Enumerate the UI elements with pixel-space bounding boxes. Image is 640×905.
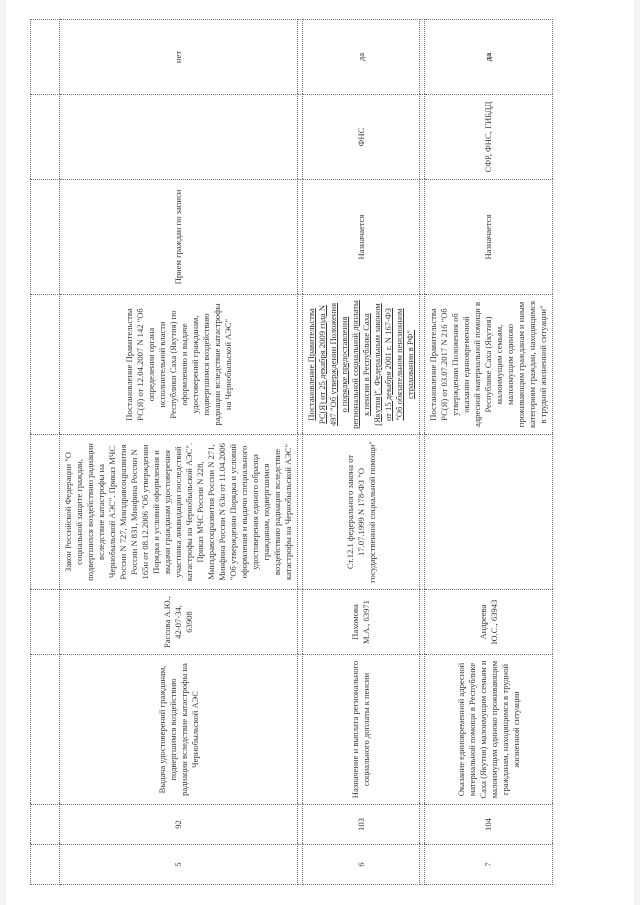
agency xyxy=(60,95,298,180)
service-name: Оказание единовременной адресной материальной помощи в Республике Саха (Якутия) малоимущим семьям и малоимущим одиноко проживающим гражданам, находящимся в трудной жизненной ситуации xyxy=(425,655,553,805)
agency: ФНС xyxy=(303,95,420,180)
responsible-contact: Пахомова М.А., 63971 xyxy=(303,590,420,655)
rotated-table-container xyxy=(30,20,548,885)
agency: СФР, ФНС, ГИБДД xyxy=(425,95,553,180)
regional-basis: Постановление Правительства РС(Я) от 25 декабря 2009 года N 497 "Об утверждении Положения о порядке предоставления региональной социальной доплаты к пенсии в Республике Саха (Якутия)". Федеральным законом от 15 декабря 2001 г. N 167-ФЗ "Об обязательном пенсионном страховании в РФ" xyxy=(303,295,420,435)
interaction-mode: Назначается xyxy=(425,180,553,295)
regional-basis: Постановление Правительства РС(Я) от 12.04.2007 N 142 "Об определении органа исполнительной власти Республики Саха (Якутия) по оформлению и выдаче удостоверений гражданам, подвергшимся воздействию радиации вследствие катастрофы на Чернобыльской АЭС" xyxy=(60,295,298,435)
regional-basis: Постановление Правительства РС(Я) от 03.07.2017 N 216 "Об утверждении Положения об оказании единовременной адресной материальной помощи в Республике Саха (Якутия) малоимущим семьям, малоимущим одиноко проживающим гражданам и иным категориям граждан, находящимся в трудной жизненной ситуации" xyxy=(425,295,553,435)
scan-edge xyxy=(634,0,640,905)
scan-edge xyxy=(0,0,6,905)
table-row xyxy=(60,20,298,885)
row-number: 6 xyxy=(303,845,420,885)
table-row xyxy=(425,20,553,885)
service-id: 104 xyxy=(425,805,553,845)
interaction-mode: Назначается xyxy=(303,180,420,295)
row-number: 5 xyxy=(60,845,298,885)
services-table xyxy=(30,19,553,885)
service-name: Назначение и выплата регионального социального доплаты к пенсии xyxy=(303,655,420,805)
status: нет xyxy=(60,20,298,95)
interaction-mode: Прием граждан по записи xyxy=(60,180,298,295)
responsible-contact: Андреева Ю.С., 63943 xyxy=(425,590,553,655)
table-top-row xyxy=(31,20,60,885)
responsible-contact: Рассова А.Ю., 42-07-34, 63908 xyxy=(60,590,298,655)
status: да xyxy=(425,20,553,95)
federal-basis: Ст.12.1 федерального закона от 17.07.1999 N 178-ФЗ "О государственной социальной помощи" xyxy=(303,435,420,590)
service-id: 92 xyxy=(60,805,298,845)
row-number: 7 xyxy=(425,845,553,885)
service-id: 103 xyxy=(303,805,420,845)
table-row xyxy=(303,20,420,885)
status: да xyxy=(303,20,420,95)
service-name: Выдача удостоверений гражданам, подвергшимся воздействию радиации вследствие катастрофы на Чернобыльской АЭС xyxy=(60,655,298,805)
federal-basis xyxy=(425,435,553,590)
federal-basis: Закон Российской Федерации "О социальной защите граждан, подвергшихся воздействию радиации вследствие катастрофы на Чернобыльской АЭС". Приказ МЧС России N 727, Минздравсоцразвития России N 831, Минфина России N 165н от 08.12.2006 "Об утверждении Порядка и условий оформления и выдачи гражданам удостоверения участника ликвидации последствий катастрофы на Чернобыльской АЭС". Приказ МЧС России N 228, Минздравсоцразвития России N 271, Минфина России N 63н от 11.04.2006 "Об утверждении Порядка и условий оформления и выдачи специального удостоверения единого образца гражданам, подвергшимся воздействию радиации вследствие катастрофы на Чернобыльской АЭС" xyxy=(60,435,298,590)
